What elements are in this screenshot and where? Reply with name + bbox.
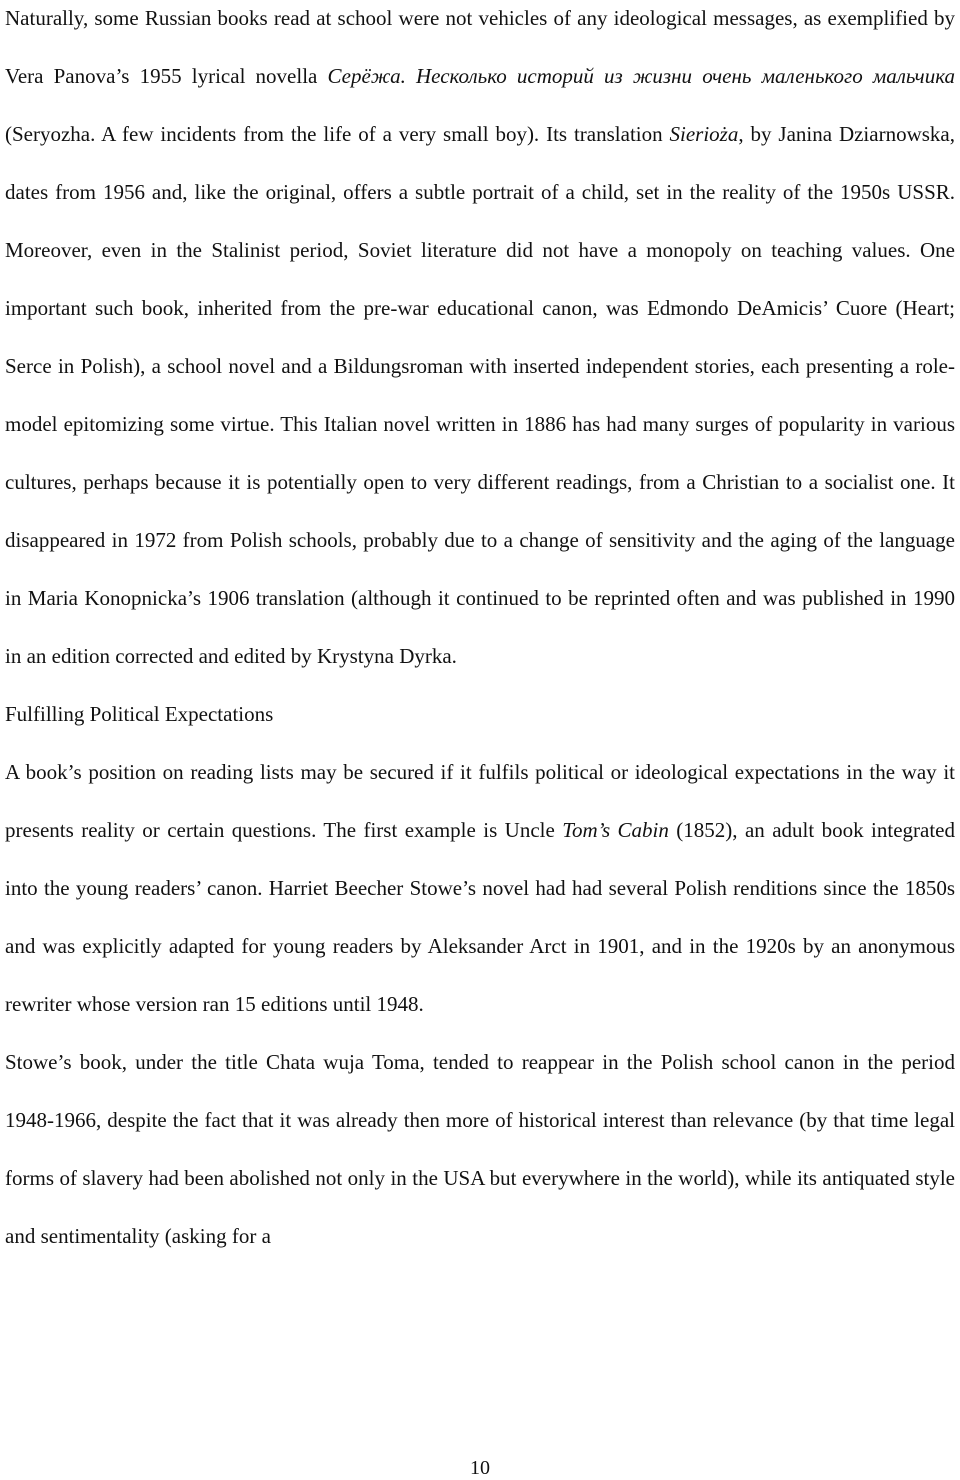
paragraph-chata-wuja-toma: Stowe’s book, under the title Chata wuja Toma, tended to reappear in the Polish school canon in the period 1948-1966, despite the fact that it was already then more of historical interest than relevance (by that time legal forms of slavery had been abolished not only in the USA but everywhere in the world), while its antiquated style and sentimentality (asking for a <box>5 1050 955 1248</box>
paragraph-seryozha-gloss: (Seryozha. A few incidents from the life of a very small boy). Its translation <box>5 122 670 146</box>
page-number: 10 <box>470 1457 490 1479</box>
document-page <box>5 0 955 1265</box>
paragraph-uncle-toms-cabin-intro: A book’s position on reading lists may be secured if it fulfils political or ideological expectations in the way it presents reality or certain questions. The first example is Uncle <box>5 760 955 842</box>
polish-title: Sierioża <box>669 122 739 146</box>
paragraph-seryozha-rest: , by Janina Dziarnowska, dates from 1956 and, like the original, offers a subtle portrait of a child, set in the reality of the 1950s USSR. Moreover, even in the Stalinist period, Soviet literature did not have a monopoly on teaching values. One important such book, inherited from the pre-war educational canon, was Edmondo DeAmicis’ Cuore (Heart; Serce in Polish), a school novel and a Bildungsroman with inserted independent stories, each presenting a role-model epitomizing some virtue. This Italian novel written in 1886 has had many surges of popularity in various cultures, perhaps because it is potentially open to very different readings, from a Christian to a socialist one. It disappeared in 1972 from Polish schools, probably due to a change of sensitivity and the aging of the language in Maria Konopnicka’s 1906 translation (although it continued to be reprinted often and was published in 1990 in an edition corrected and edited by Krystyna Dyrka. <box>5 122 955 668</box>
russian-title: Серёжа. Несколько историй из жизни очень маленького мальчика <box>327 64 956 88</box>
book-title: Tom’s Cabin <box>562 818 669 842</box>
paragraph-seryozha <box>5 0 955 685</box>
paragraph-uncle-toms-cabin-rest: (1852), an adult book integrated into the young readers’ canon. Harriet Beecher Stowe’s novel had had several Polish renditions since the 1850s and was explicitly adapted for young readers by Aleksander Arct in 1901, and in the 1920s by an anonymous rewriter whose version ran 15 editions until 1948. <box>5 818 956 1016</box>
section-heading: Fulfilling Political Expectations <box>5 702 274 726</box>
paragraph-uncle-toms-cabin <box>5 743 955 1033</box>
paragraph-seryozha-intro: Naturally, some Russian books read at school were not vehicles of any ideological messages, as exemplified by Vera Panova’s 1955 lyrical novella <box>5 6 955 88</box>
